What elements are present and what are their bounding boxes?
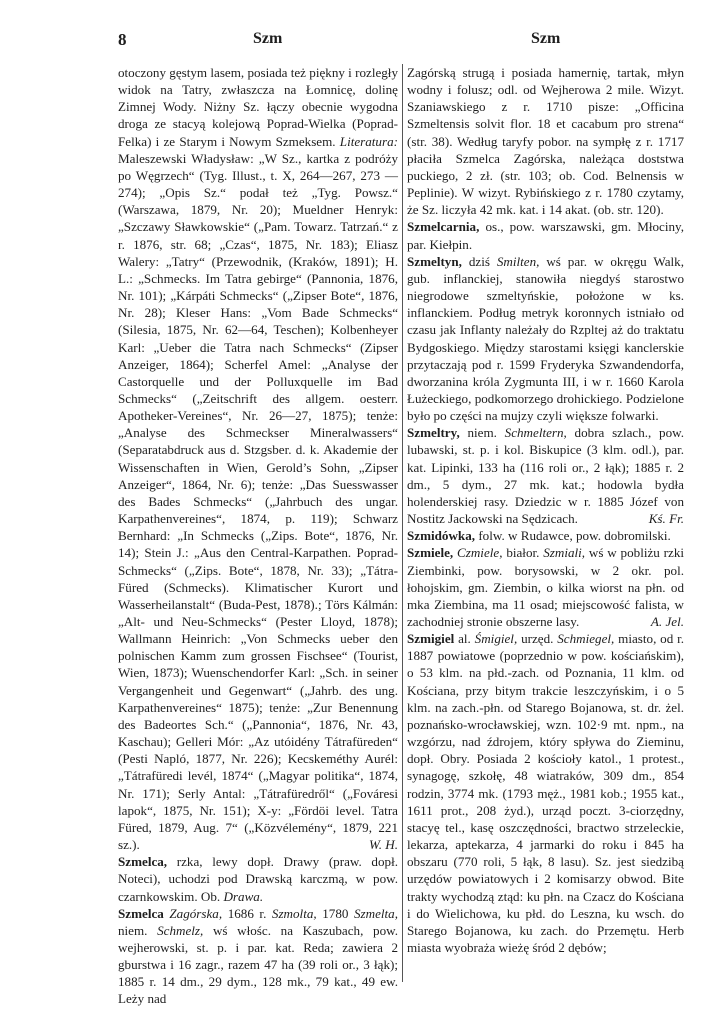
entry-text: rzka, lewy dopł. Drawy (praw. dopł. Noteci), uchodzi pod Drawską karczmą, w pow. czarnkowskim. Ob. [118, 854, 398, 904]
entry-headword: Szmeltry, [407, 425, 460, 441]
entry-szmigiel [407, 630, 684, 956]
entry-text: Zagórską strugą i posiada hamernię, tartak, młyn wodny i folusz; odl. od Wejherowa 2 mile. Wizyt. Szaniawskiego z r. 1710 pisze: „Officina Szmeltensis solvit flor. 18 et cacabum pro strena“ (str. 38). Według taryfy pobor. na sympłę z r. 1717 płaciła Szmelca Zagórska, należąca doststwa puckiego, 2 zł. (str. 103; ob. Cod. Belnensis w Peplinie). W wizyt. Rybińskiego z r. 1780 czytamy, że Sz. liczyła 42 mk. kat. i 14 akat. (ob. str. 120). [407, 65, 684, 218]
entry-text: 1780 [322, 905, 349, 921]
entry-szmelcarnia [407, 218, 684, 252]
entry-text: dziś [468, 253, 490, 269]
variant-name: Szmolta, [271, 905, 317, 921]
entry-szmelca-village [118, 905, 398, 1008]
entry-headword: Szmiele, [407, 545, 454, 561]
page-header [118, 30, 684, 52]
entry-text: otoczony gęstym lasem, posiada też piękny i rozległy widok na Tatry, zwłaszcza na Łomnicę, dolinę Zimnej Wody. Niżny Sz. łączy obecnie wygodna droga ze stacyą kolejową Poprad-Wielka (Poprad-Felka) i ze Starym i Nowym Szmeksem. [118, 65, 398, 149]
entry-text: urzęd. [521, 631, 554, 647]
entry-text: miasto, od r. 1887 powiatowe (poprzednio w pow. kościańskim), o 53 klm. na płd.-zach. od Poznania, 11 klm. od Kościana, przy bitym trakcie leszczyńskim, i o 5 klm. na zach.-płn. od Starego Bojanowa, st. dr. żel. poznańsko-wrocławskiej, wzn. 102·9 mt. npm., na wzgórzu, nad źdrojem, który spływa do Zieminu, dopł. Obry. Posiada 2 kościoły katol., 1 protest., synagogę, szkołę, 48 wiatraków, 309 dm., 854 rodzin, 3774 mk. (1793 męż., 1981 kob.; 1955 kat., 1611 prot., 208 żyd.), urząd poczt. 3-ciorzędny, stacyę tel., kasę oszczędności, bractwo strzeleckie, lekarza, aptekarza, 4 jarmarki do roku i 845 ha obszaru (770 roli, 5 łąk, 8 lasu). Sz. jest siedzibą urzędów powiatowych i 2 komisarzy obwod. Bite trakty wychodzą ztąd: ku płn. na Czacz do Kościana i do Wielichowa, ku płd. do Leszna, ku wsch. do Starego Bojanowa, ku zach. do Przemętu. Herb miasta wyobraża wieżę śród 2 dębów; [407, 631, 685, 955]
entry-text: folw. w Rudawce, pow. dobromilski. [478, 528, 671, 544]
entry-headword: Szmelca, [118, 854, 168, 870]
entry-text: niem. [467, 425, 497, 441]
variant-name: Schmelz, [157, 922, 204, 938]
variant-name: Szmelta, [353, 905, 398, 921]
variant-name: Szmiali, [543, 545, 586, 561]
entry-szmelca-continuation [407, 64, 684, 218]
entry-szmeltyn [407, 253, 684, 425]
entry-headword: Szmelcarnia, [407, 219, 480, 235]
entry-headword: Szmidówka, [407, 528, 476, 544]
author-signature: W. H. [369, 837, 398, 853]
page-number: 8 [118, 30, 127, 49]
entry-text: wś w pobliżu rzki Ziembinki, pow. borysowski, w 2 okr. pol. łohojskim, gm. Ziembin, o kilka wiorst na płn. od mka Ziembina, ma 11 osad; miejscowość falista, w zachodniej stronie obszerne lasy. [407, 545, 684, 629]
variant-name: Czmiele, [457, 545, 503, 561]
variant-name: Schmeltern, [504, 425, 567, 441]
entry-szmiele [407, 544, 684, 630]
entry-szmelca-river [118, 853, 398, 904]
entry-text: wś par. w okręgu Walk, gub. inflanckiej, stanowiła niegdyś starostwo niegrodowe szmeltyńskie, położone w ks. inflanckiem. Podług metryk koronnych istniało od czasu jak Inflanty należały do Rzpltej aż do traktatu Bydgoskiego. Między starostami księgi kanclerskie przytaczają pod r. 1599 Fryderyka Szwandendorfa, dworzanina króla Zygmunta III, i w r. 1660 Karola Łużeckiego, podkomorzego drohickiego. Podzielone było po części na mujzy czyli większe folwarki. [407, 253, 684, 424]
author-signature: A. Jel. [650, 614, 684, 629]
cross-reference: Drawa. [223, 888, 264, 904]
entry-text: białor. [506, 545, 540, 561]
entry-text: Maleszewski Władysław: „W Sz., kartka z podróży po Węgrzech“ (Tyg. Illust., t. X, 264—267, 273 —274); „Opis Sz.“ podał też „Tyg. Powsz.“ (Warszawa, 1879, Nr. 20); Mueldner Henryk: „Szczawy Sławkowskie“ („Pam. Towarz. Tatrzań.“ z r. 1876, str. 68; „Czas“, 1875, Nr. 183); Eliasz Walery: „Tatry“ (Przewodnik, (Kraków, 1891); H. L.: „Schmecks. Im Tatra gebirge“ (Pannonia, 1876, Nr. 101); „Kárpáti Schmecks“ („Zipser Bote“, 1876, Nr. 28); Kleser Hans: „Vom Bade Schmecks“ (Silesia, 1875, Nr. 62—64, Teschen); Kolbenheyer Karl: „Ueber die Tatra nach Schmecks“ (Zipser Anzeiger, 1864); Scherfel Amel: „Analyse der Castorquelle und der Polluxquelle im Bad Schmecks“ („Zeitschrift des allgem. oesterr. Apotheker-Vereines“, Nr. 26—27, 1875); tenże: „Analyse des Schmeckser Mineralwassers“ (Separatabdruck aus d. Stzgsber. d. k. Akademie der Wissenschaften in Wien, Gerold’s Sohn, „Zipser Anzeiger“, 1864, Nr. 6); tenże: „Das Suesswasser des Bades Schmecks“ („Jahrbuch des ungar. Karpathenvereines“, 1874, p. 119); Schwarz Bernhard: „In Schmecks („Zips. Bote“, 1876, Nr. 14); Stein J.: „Aus den Central-Karpathen. Poprad-Schmecks“ („Zips. Bote“, 1878, Nr. 33); „Tátra-Füred (Schmecks). Klimatischer Kurort und Wasserheilanstalt“ (Buda-Pest, 1878).; Törs Kálmán: „Alt- und Neu-Schmecks“ (Pester Lloyd, 1878); Wallmann Heinrich: „Von Schmecks ueber den polnischen Kamm zum grossen Fischsee“ (Tourist, Wien, 1873); Wuenschendorfer Karl: „Sch. in seiner Vergangenheit und Gegenwart“ („Jahrb. des ung. Karpathenvereines“ 1875); tenże: „Zur Benennung des Badeortes Sch.“ („Pannonia“, 1876, Nr. 43, Kaschau); Gelleri Mór: „Az utóidény Tátrafüreden“ (Pesti Napló, 1877, Nr. 226); Kecskeméthy Aurél: „Tátrafüredi levél, 1874“ („Magyar politika“, 1874, Nr. 171); Serly Antal: „Tátrafüredről“ („Fováresi lapok“, 1875, Nr. 151); X-y: „Fördöi level. Tatra Füred, 1879, Aug. 7“ („Közvélemény“, 1879, 221 sz.). [118, 150, 398, 853]
column-divider [402, 64, 403, 982]
entry-text: os., pow. warszawski, gm. Młociny, par. Kiełpin. [407, 219, 684, 252]
variant-name: Schmiegel, [557, 631, 615, 647]
entry-text: al. [458, 631, 471, 647]
entry-szmeltry [407, 424, 684, 527]
running-head-right: Szm [531, 30, 561, 47]
running-head-left: Szm [253, 30, 283, 47]
variant-name: Zagórska, [169, 905, 223, 921]
entry-headword: Szmelca [118, 905, 164, 921]
entry-headword: Szmigiel [407, 631, 455, 647]
entry-szmidowka [407, 527, 684, 544]
author-signature: Kś. Fr. [648, 511, 684, 527]
entry-text: dobra szlach., pow. lubawski, st. p. i kol. Biskupice (3 klm. odl.), par. kat. Lipinki, 133 ha (116 roli or., 2 łąk); 1885 r. 2 dm., 5 dym., 27 mk. kat.; hodowla bydła holenderskiej rasy. Dziedzic w r. 1885 Józef von Nostitz Jackowski na Sędzicach. [407, 425, 685, 527]
entry-text: 1686 r. [227, 905, 267, 921]
entry-text: wś włośc. na Kaszubach, pow. wejherowski, st. p. i par. kat. Reda; zawiera 2 gburstwa i 16 zagr., razem 47 ha (39 roli or., 3 łąk); 1885 r. 14 dm., 29 dym., 128 mk., 79 kat., 49 ew. Leży nad [118, 922, 398, 1007]
left-column [118, 64, 398, 1007]
right-column [407, 64, 684, 994]
entry-text: niem. [118, 922, 148, 938]
variant-name: Smilten, [496, 253, 540, 269]
entry-szmeks-continuation [118, 64, 398, 853]
literature-label: Literatura: [339, 133, 398, 149]
variant-name: Śmigiel, [474, 631, 518, 647]
entry-headword: Szmeltyn, [407, 253, 462, 269]
